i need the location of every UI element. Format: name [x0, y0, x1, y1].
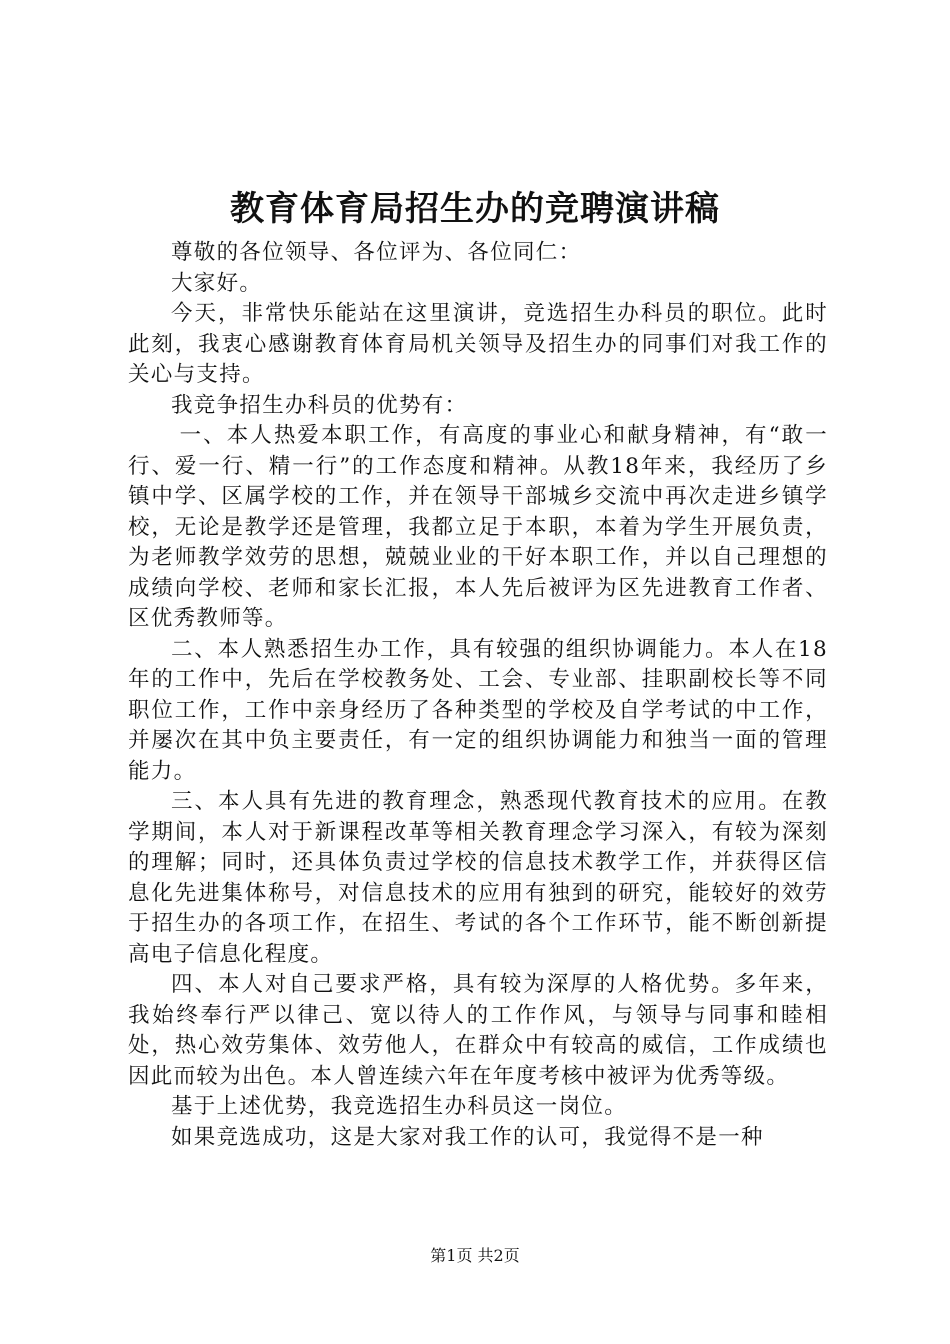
- advantage-two-paragraph: 二、本人熟悉招生办工作，具有较强的组织协调能力。本人在18年的工作中，先后在学校教务处、工会、专业部、挂职副校长等不同职位工作，工作中亲身经历了各种类型的学校及自学考试的中工作，并屡次在其中负主要责任，有一定的组织协调能力和独当一面的管理能力。: [128, 636, 828, 784]
- intro-paragraph: 今天，非常快乐能站在这里演讲，竞选招生办科员的职位。此时此刻，我衷心感谢教育体育局机关领导及招生办的同事们对我工作的关心与支持。: [128, 301, 828, 387]
- advantages-heading-paragraph: 我竞争招生办科员的优势有：: [171, 392, 468, 418]
- document-body: [128, 238, 828, 1153]
- advantage-four-paragraph: 四、本人对自己要求严格，具有较为深厚的人格优势。多年来，我始终奉行严以律己、宽以待人的工作作风，与领导与同事和睦相处，热心效劳集体、效劳他人，在群众中有较高的威信，工作成绩也因此而较为出色。本人曾连续六年在年度考核中被评为优秀等级。: [128, 972, 828, 1089]
- advantage-one-paragraph: 一、本人热爱本职工作，有高度的事业心和献身精神，有“敢一行、爱一行、精一行”的工作态度和精神。从教18年来，我经历了乡镇中学、区属学校的工作，并在领导干部城乡交流中再次走进乡镇学校，无论是教学还是管理，我都立足于本职，本着为学生开展负责，为老师教学效劳的思想，兢兢业业的干好本职工作，并以自己理想的成绩向学校、老师和家长汇报，本人先后被评为区先进教育工作者、区优秀教师等。: [128, 423, 828, 631]
- advantage-three-paragraph: 三、本人具有先进的教育理念，熟悉现代教育技术的应用。在教学期间，本人对于新课程改革等相关教育理念学习深入，有较为深刻的理解；同时，还具体负责过学校的信息技术教学工作，并获得区信息化先进集体称号，对信息技术的应用有独到的研究，能较好的效劳于招生办的各项工作，在招生、考试的各个工作环节，能不断创新提高电子信息化程度。: [128, 789, 828, 967]
- document-title: 教育体育局招生办的竞聘演讲稿: [230, 189, 720, 229]
- salutation-paragraph: 尊敬的各位领导、各位评为、各位同仁：: [171, 240, 582, 265]
- continuation-paragraph: 如果竞选成功，这是大家对我工作的认可，我觉得不是一种: [171, 1124, 764, 1150]
- greeting-paragraph: 大家好。: [171, 270, 263, 296]
- page-footer: 第1页 共2页: [430, 1246, 520, 1265]
- conclusion-paragraph: 基于上述优势，我竞选招生办科员这一岗位。: [171, 1094, 628, 1119]
